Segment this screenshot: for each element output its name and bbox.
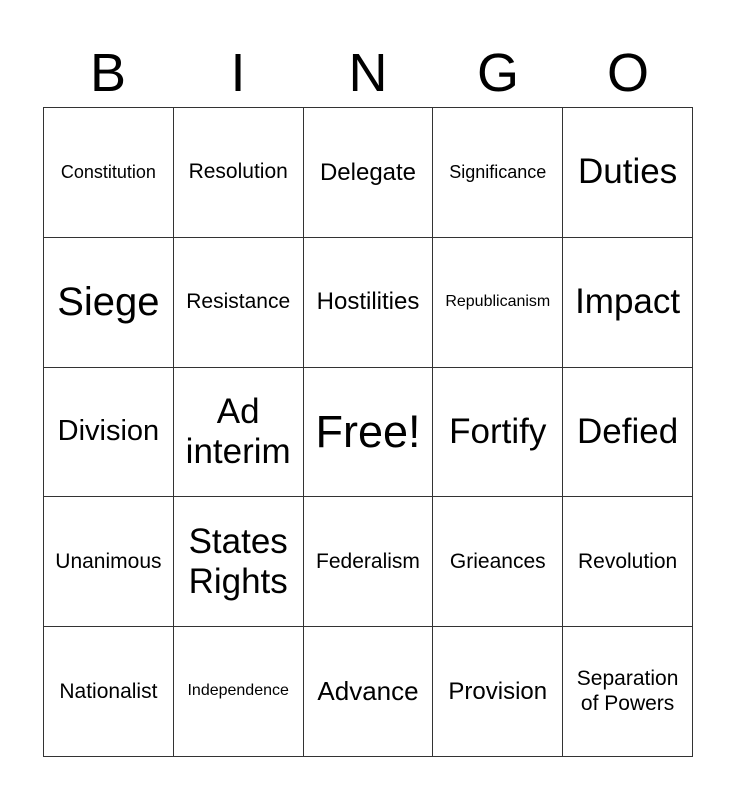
- bingo-cell: [304, 238, 434, 368]
- bingo-board: [43, 107, 693, 757]
- cell-text: Federalism: [316, 549, 420, 573]
- cell-text: States Rights: [188, 521, 288, 601]
- cell-text: Republicanism: [445, 293, 551, 310]
- header-letter-b: B: [89, 43, 127, 103]
- bingo-cell: [563, 627, 693, 757]
- bingo-cell: [563, 108, 693, 238]
- bingo-cell: [44, 368, 174, 498]
- cell-text: Grieances: [449, 549, 546, 573]
- cell-text: Advance: [317, 675, 419, 706]
- bingo-cell free-cell: [304, 368, 434, 498]
- cell-text: Separation of Powers: [576, 667, 679, 715]
- cell-text: Ad interim: [185, 391, 291, 471]
- cell-text: Nationalist: [59, 679, 158, 703]
- bingo-cell: [433, 627, 563, 757]
- cell-text: Independence: [187, 682, 289, 700]
- header-letter-n: N: [348, 43, 388, 103]
- bingo-header: [43, 40, 693, 106]
- cell-text: Fortify: [449, 411, 547, 451]
- cell-text: Revolution: [577, 549, 678, 573]
- cell-text: Delegate: [319, 158, 417, 186]
- bingo-cell: [433, 368, 563, 498]
- bingo-cell: [174, 238, 304, 368]
- bingo-cell: [304, 497, 434, 627]
- header-letter-i: I: [230, 43, 246, 103]
- bingo-cell: [563, 497, 693, 627]
- bingo-cell: [174, 108, 304, 238]
- cell-text: Significance: [449, 162, 547, 183]
- bingo-cell: [44, 108, 174, 238]
- cell-text: Siege: [57, 280, 160, 325]
- header-letter-g: G: [476, 43, 519, 103]
- cell-text: Division: [57, 415, 160, 448]
- cell-text: Impact: [575, 282, 681, 322]
- bingo-cell: [174, 368, 304, 498]
- cell-text: Constitution: [60, 162, 156, 183]
- bingo-cell: [44, 627, 174, 757]
- bingo-cell: [433, 497, 563, 627]
- header-letter-o: O: [606, 43, 649, 103]
- bingo-cell: [563, 368, 693, 498]
- bingo-cell: [304, 108, 434, 238]
- bingo-cell: [44, 497, 174, 627]
- bingo-cell: [433, 238, 563, 368]
- cell-text: Unanimous: [55, 549, 162, 573]
- bingo-cell: [563, 238, 693, 368]
- cell-text: Defied: [577, 411, 679, 451]
- bingo-cell: [174, 627, 304, 757]
- bingo-cell: [433, 108, 563, 238]
- cell-text: Free!: [315, 406, 421, 458]
- cell-text: Resistance: [186, 290, 291, 314]
- bingo-cell: [304, 627, 434, 757]
- cell-text: Resolution: [188, 160, 288, 184]
- bingo-cell: [44, 238, 174, 368]
- cell-text: Duties: [577, 152, 678, 192]
- cell-text: Provision: [448, 677, 548, 705]
- bingo-cell: [174, 497, 304, 627]
- cell-text: Hostilities: [316, 288, 420, 316]
